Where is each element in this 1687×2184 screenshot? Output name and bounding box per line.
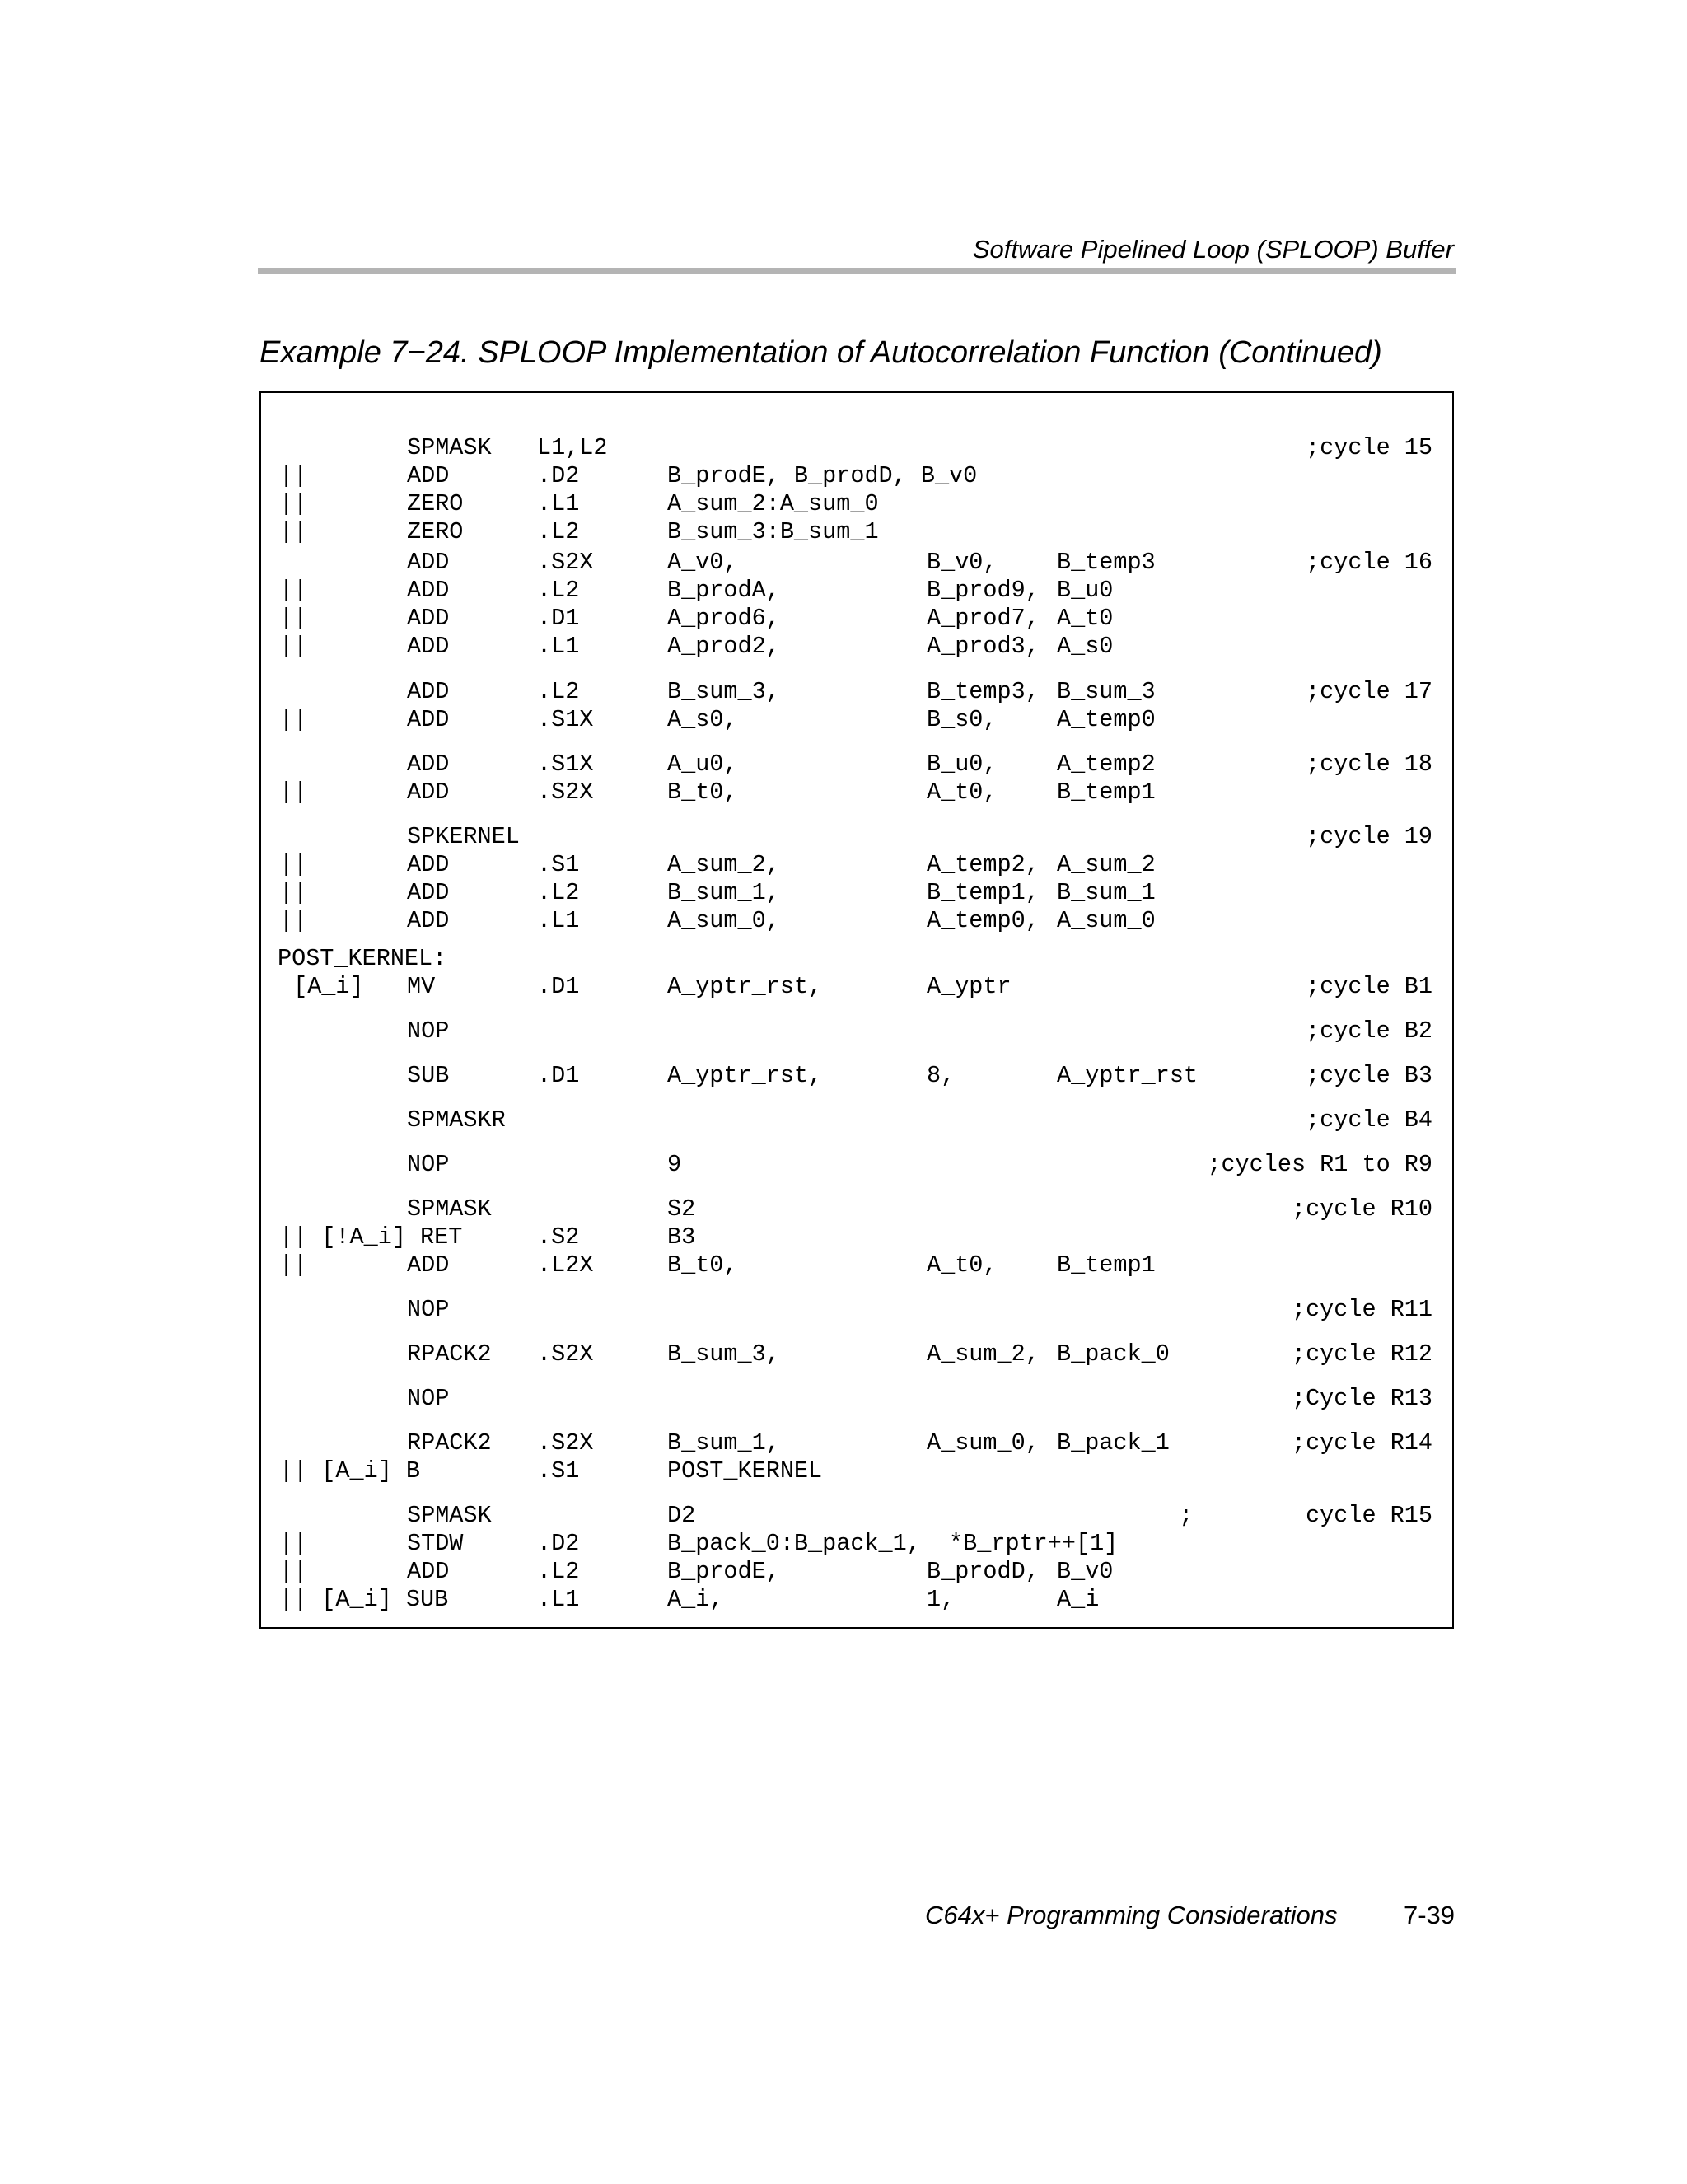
operand-3: B_pack_1 [1057,1429,1170,1457]
functional-unit: .L1 [537,1586,580,1613]
operand-1: A_u0, [667,751,738,778]
cycle-comment: ;cycle R14 [1291,1429,1432,1457]
code-line [261,434,1452,462]
operand-3: B_pack_0 [1057,1340,1170,1368]
functional-unit: .S2X [537,1340,594,1368]
cycle-comment: ;cycle 15 [1306,434,1432,461]
operand-1: A_prod6, [667,605,780,632]
opcode: SPMASK [407,1195,492,1223]
operand-2: A_t0, [927,779,998,806]
functional-unit: .S2X [537,549,594,576]
operand-2: A_yptr [927,973,1012,1000]
operand-1: B_prodE, B_prodD, B_v0 [667,462,978,489]
functional-unit: .S1 [537,851,580,878]
code-line [261,851,1452,879]
operand-2: B_temp3, [927,678,1040,705]
cycle-comment: ;cycles R1 to R9 [1207,1151,1432,1178]
parallel-bar: || [279,462,308,489]
opcode: ADD [407,633,450,660]
cycle-comment: ;cycle 19 [1306,823,1432,850]
cycle-comment: ; cycle R15 [1179,1502,1432,1529]
cycle-comment: ;cycle R11 [1291,1296,1432,1323]
opcode: RPACK2 [407,1429,492,1457]
parallel-bar: || [279,1251,308,1279]
code-line [261,1062,1452,1090]
opcode: SPMASKR [407,1106,506,1134]
functional-unit: .L2 [537,678,580,705]
operand-2: B_v0, [927,549,998,576]
operand-3: B_v0 [1057,1558,1114,1585]
opcode: NOP [407,1296,450,1323]
code-line [261,879,1452,907]
operand-1: B_sum_3:B_sum_1 [667,518,879,545]
code-line [261,1502,1452,1530]
functional-unit: .D2 [537,462,580,489]
opcode: NOP [407,1017,450,1045]
operand-3: B_u0 [1057,577,1114,604]
page-number: 7-39 [1403,1901,1455,1929]
operand-3: A_sum_2 [1057,851,1156,878]
code-line [261,1586,1452,1614]
operand-3: A_sum_0 [1057,907,1156,934]
functional-unit: .S2X [537,779,594,806]
running-footer: C64x+ Programming Considerations [925,1901,1338,1929]
operand-2: B_u0, [927,751,998,778]
operand-2: A_prod3, [927,633,1040,660]
functional-unit: .L2 [537,879,580,906]
code-line [261,1530,1452,1558]
functional-unit: .L2 [537,1558,580,1585]
opcode: ADD [407,605,450,632]
opcode: MV [407,973,436,1000]
code-line [261,945,1452,973]
code-line [261,1457,1452,1485]
operand-2: A_prod7, [927,605,1040,632]
running-header: Software Pipelined Loop (SPLOOP) Buffer [972,235,1454,264]
functional-unit: L1,L2 [537,434,608,461]
opcode: ADD [407,879,450,906]
opcode: ADD [407,577,450,604]
operand-2: A_temp0, [927,907,1040,934]
parallel-bar: || [279,577,308,604]
header-rule [258,268,1456,274]
operand-1: B3 [667,1223,696,1251]
functional-unit: .S1 [537,1457,580,1485]
functional-unit: .D1 [537,605,580,632]
opcode: ADD [407,851,450,878]
opcode: SPKERNEL [407,823,520,850]
operand-2: 1, [927,1586,956,1613]
code-line [261,605,1452,633]
operand-2: A_sum_0, [927,1429,1040,1457]
functional-unit: .D1 [537,1062,580,1089]
code-listing [259,391,1454,1629]
functional-unit: .D1 [537,973,580,1000]
code-line [261,633,1452,661]
operand-1: A_sum_2, [667,851,780,878]
operand-1: B_prodA, [667,577,780,604]
operand-1: POST_KERNEL [667,1457,823,1485]
cycle-comment: ;cycle R10 [1291,1195,1432,1223]
operand-3: B_temp1 [1057,1251,1156,1279]
operand-2: B_s0, [927,706,998,733]
opcode: ADD [407,779,450,806]
code-line [261,577,1452,605]
operand-1: A_sum_0, [667,907,780,934]
code-line [261,1558,1452,1586]
opcode: SUB [407,1062,450,1089]
code-line [261,779,1452,807]
code-line [261,518,1452,546]
code-line [261,549,1452,577]
opcode: ADD [407,462,450,489]
operand-1: D2 [667,1502,696,1529]
cycle-comment: ;Cycle R13 [1291,1385,1432,1412]
functional-unit: .L2 [537,518,580,545]
opcode: ADD [407,1558,450,1585]
opcode: ZERO [407,518,464,545]
operand-3: A_temp2 [1057,751,1156,778]
operand-1: S2 [667,1195,696,1223]
operand-2: 8, [927,1062,956,1089]
opcode: RPACK2 [407,1340,492,1368]
opcode: ADD [407,907,450,934]
operand-3: B_temp3 [1057,549,1156,576]
code-line [261,1151,1452,1179]
operand-1: B_sum_1, [667,1429,780,1457]
operand-2: B_prodD, [927,1558,1040,1585]
cycle-comment: ;cycle 18 [1306,751,1432,778]
functional-unit: .L2 [537,577,580,604]
code-line [261,907,1452,935]
functional-unit: .D2 [537,1530,580,1557]
code-label: POST_KERNEL: [278,945,447,972]
cycle-comment: ;cycle B3 [1306,1062,1432,1089]
parallel-bar: || [279,605,308,632]
operand-1: A_s0, [667,706,738,733]
operand-3: B_temp1 [1057,779,1156,806]
operand-1: A_i, [667,1586,724,1613]
code-line [261,706,1452,734]
parallel-bar: || [279,490,308,517]
operand-3: A_t0 [1057,605,1114,632]
functional-unit: .L1 [537,907,580,934]
operand-2: B_prod9, [927,577,1040,604]
parallel-bar: || [279,518,308,545]
parallel-bar: || [279,1558,308,1585]
cycle-comment: ;cycle 17 [1306,678,1432,705]
operand-1: B_t0, [667,1251,738,1279]
predicate-text: || [A_i] SUB [279,1586,449,1613]
predicate-text: [A_i] [279,973,364,1000]
cycle-comment: ;cycle B4 [1306,1106,1432,1134]
functional-unit: .S1X [537,751,594,778]
operand-1: A_sum_2:A_sum_0 [667,490,879,517]
operand-3: B_sum_1 [1057,879,1156,906]
operand-1: B_sum_3, [667,678,780,705]
parallel-bar: || [279,879,308,906]
functional-unit: .S2 [537,1223,580,1251]
code-line [261,751,1452,779]
functional-unit: .L2X [537,1251,594,1279]
parallel-bar: || [279,633,308,660]
cycle-comment: ;cycle B2 [1306,1017,1432,1045]
predicate-text: || [!A_i] RET [279,1223,463,1251]
opcode: ADD [407,1251,450,1279]
operand-2: B_temp1, [927,879,1040,906]
operand-1: B_sum_3, [667,1340,780,1368]
code-line [261,462,1452,490]
opcode: ADD [407,549,450,576]
code-line [261,1251,1452,1279]
operand-2: A_t0, [927,1251,998,1279]
cycle-comment: ;cycle R12 [1291,1340,1432,1368]
operand-1: A_yptr_rst, [667,973,823,1000]
code-line [261,823,1452,851]
code-line [261,973,1452,1001]
opcode: NOP [407,1385,450,1412]
parallel-bar: || [279,907,308,934]
code-line [261,1195,1452,1223]
code-line [261,1296,1452,1324]
code-line [261,490,1452,518]
operand-1: A_v0, [667,549,738,576]
opcode: ADD [407,751,450,778]
operand-3: B_sum_3 [1057,678,1156,705]
parallel-bar: || [279,706,308,733]
operand-3: A_s0 [1057,633,1114,660]
opcode: SPMASK [407,434,492,461]
opcode: ADD [407,706,450,733]
functional-unit: .S1X [537,706,594,733]
operand-1: A_prod2, [667,633,780,660]
cycle-comment: ;cycle B1 [1306,973,1432,1000]
parallel-bar: || [279,779,308,806]
code-line [261,678,1452,706]
functional-unit: .S2X [537,1429,594,1457]
opcode: ZERO [407,490,464,517]
operand-1: 9 [667,1151,682,1178]
code-line [261,1385,1452,1413]
opcode: ADD [407,678,450,705]
operand-3: A_temp0 [1057,706,1156,733]
operand-3: A_i [1057,1586,1100,1613]
opcode: STDW [407,1530,464,1557]
operand-2: A_temp2, [927,851,1040,878]
operand-1: B_prodE, [667,1558,780,1585]
operand-1: A_yptr_rst, [667,1062,823,1089]
opcode: SPMASK [407,1502,492,1529]
functional-unit: .L1 [537,490,580,517]
code-line [261,1106,1452,1134]
predicate-text: || [A_i] B [279,1457,421,1485]
parallel-bar: || [279,851,308,878]
operand-2: A_sum_2, [927,1340,1040,1368]
code-line [261,1340,1452,1368]
code-line [261,1429,1452,1457]
example-title: Example 7−24. SPLOOP Implementation of Autocorrelation Function (Continued) [259,335,1382,370]
operand-3: A_yptr_rst [1057,1062,1199,1089]
operand-1: B_t0, [667,779,738,806]
operand-1: B_pack_0:B_pack_1, *B_rptr++[1] [667,1530,1119,1557]
opcode: NOP [407,1151,450,1178]
operand-1: B_sum_1, [667,879,780,906]
code-line [261,1017,1452,1045]
cycle-comment: ;cycle 16 [1306,549,1432,576]
code-line [261,1223,1452,1251]
functional-unit: .L1 [537,633,580,660]
parallel-bar: || [279,1530,308,1557]
